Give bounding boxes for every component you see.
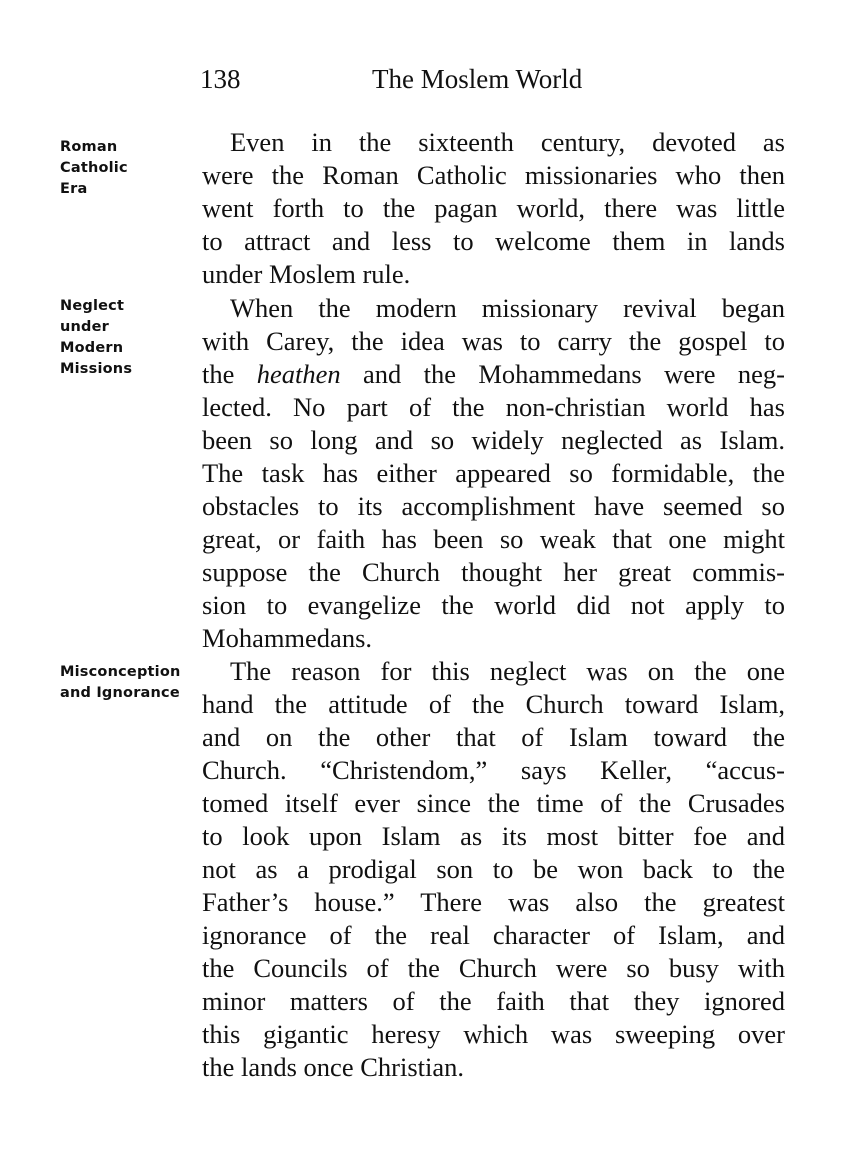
text-line: Even in the sixteenth century, devoted as	[230, 127, 785, 157]
text-line: to look upon Islam as its most bitter foe and	[202, 821, 785, 851]
text-line: great, or faith has been so weak that one might	[202, 524, 785, 554]
text-line: were the Roman Catholic missionaries who then	[202, 160, 785, 190]
text-line: Mohammedans.	[202, 623, 373, 653]
text-line: been so long and so widely neglected as Islam.	[202, 425, 785, 455]
side-note-neglect-under-modern-missions	[60, 296, 200, 380]
text-line: went forth to the pagan world, there was little	[202, 193, 785, 223]
side-note-line: Neglect	[60, 298, 125, 314]
text-line: and on the other that of Islam toward the	[202, 722, 785, 752]
text-line: not as a prodigal son to be won back to the	[202, 854, 785, 884]
text-line: minor matters of the faith that they ignored	[202, 986, 785, 1016]
text-line: ignorance of the real character of Islam, and	[202, 920, 785, 950]
side-note-line: Missions	[60, 361, 133, 377]
text-segment: the	[202, 359, 257, 389]
side-note-line: Era	[60, 181, 88, 197]
text-line: the lands once Christian.	[202, 1052, 464, 1082]
text-line-with-italic	[202, 358, 785, 391]
text-line: the Councils of the Church were so busy with	[202, 953, 785, 983]
text-line: this gigantic heresy which was sweeping over	[202, 1019, 785, 1049]
text-line: Father’s house.” There was also the greatest	[202, 887, 785, 917]
text-line: tomed itself ever since the time of the Crusades	[202, 788, 785, 818]
running-title: The Moslem World	[372, 64, 583, 94]
paragraph-misconception-and-ignorance	[202, 655, 785, 1084]
side-note-line: Catholic	[60, 160, 128, 176]
side-note-roman-catholic-era	[60, 137, 200, 200]
page-number: 138	[200, 64, 241, 94]
side-note-line: and Ignorance	[60, 685, 180, 701]
text-line: with Carey, the idea was to carry the gospel to	[202, 326, 785, 356]
text-line: When the modern missionary revival began	[230, 293, 785, 323]
text-line: suppose the Church thought her great commis-	[202, 557, 785, 587]
paragraph-roman-catholic-era	[202, 126, 785, 291]
italic-word-heathen: heathen	[256, 359, 341, 389]
text-line: The reason for this neglect was on the one	[230, 656, 785, 686]
text-line: lected. No part of the non-christian world has	[202, 392, 785, 422]
side-note-line: Modern	[60, 340, 124, 356]
side-note-misconception-and-ignorance	[60, 662, 200, 704]
text-line: The task has either appeared so formidable, the	[202, 458, 785, 488]
text-line: to attract and less to welcome them in lands	[202, 226, 785, 256]
text-line: sion to evangelize the world did not apply to	[202, 590, 785, 620]
text-line: hand the attitude of the Church toward Islam,	[202, 689, 785, 719]
side-note-line: under	[60, 319, 110, 335]
side-note-line: Roman	[60, 139, 118, 155]
paragraph-neglect-under-modern-missions	[202, 292, 785, 655]
text-line: obstacles to its accomplishment have seemed so	[202, 491, 785, 521]
text-line: under Moslem rule.	[202, 259, 411, 289]
side-note-line: Misconception	[60, 664, 181, 680]
text-segment: and the Mohammedans were neg-	[340, 359, 785, 389]
page-header	[200, 64, 790, 100]
text-line: Church. “Christendom,” says Keller, “accus-	[202, 755, 785, 785]
